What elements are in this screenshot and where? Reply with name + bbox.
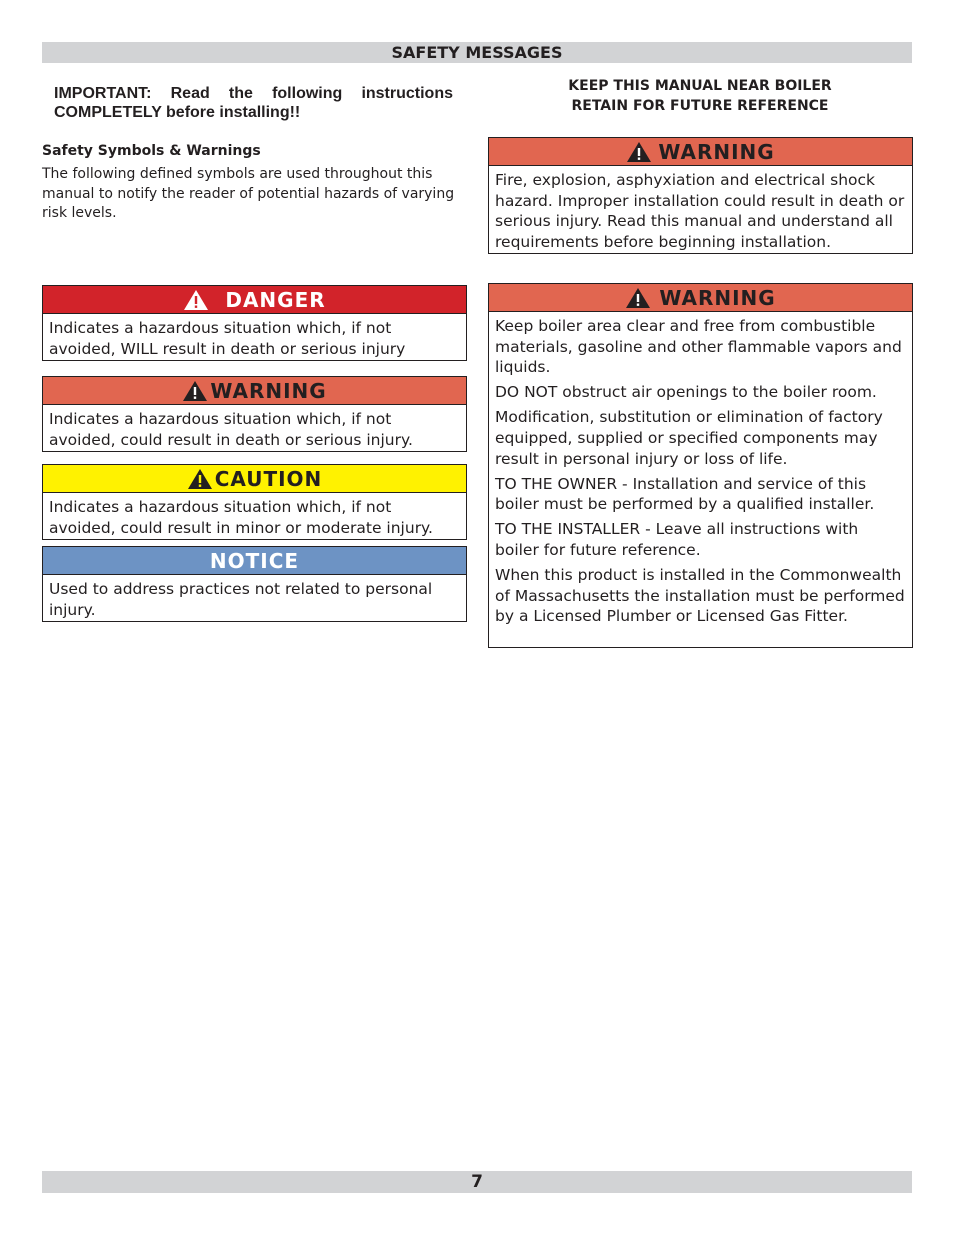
- symbols-heading: Safety Symbols & Warnings: [42, 143, 261, 159]
- caution-label: CAUTION: [214, 466, 323, 491]
- warning-header: [489, 284, 912, 312]
- keep-line-1: KEEP THIS MANUAL NEAR BOILER: [568, 78, 832, 94]
- keep-line-2: RETAIN FOR FUTURE REFERENCE: [571, 97, 829, 114]
- warning-box-main: [488, 283, 913, 648]
- warning-paragraph: TO THE OWNER - Installation and service of this boiler must be performed by a qualified installer.: [495, 474, 875, 514]
- warning-triangle-icon: [183, 289, 209, 311]
- caution-header: [43, 465, 466, 493]
- warning-label: WARNING: [210, 378, 327, 403]
- important-notice: IMPORTANT: Read the following instructions COMPLETELY before installing!!: [54, 85, 453, 121]
- warning-paragraph: TO THE INSTALLER - Leave all instructions with boiler for future reference.: [495, 520, 859, 559]
- notice-label: NOTICE: [209, 548, 300, 573]
- warning-text: Indicates a hazardous situation which, if not avoided, could result in death or serious injury.: [49, 410, 413, 449]
- warning-paragraph: Modification, substitution or elimination of factory equipped, supplied or specified components may result in personal injury or loss of life.: [495, 408, 883, 468]
- danger-box: [42, 285, 467, 361]
- page-footer-bar: [42, 1171, 912, 1193]
- caution-box: [42, 464, 467, 540]
- warning-paragraph: Keep boiler area clear and free from combustible materials, gasoline and other flammable vapors and liquids.: [495, 317, 902, 377]
- notice-header: [43, 547, 466, 575]
- warning-paragraphs: [489, 312, 912, 631]
- warning-text: Fire, explosion, asphyxiation and electrical shock hazard. Improper installation could result in death or serious injury. Read this manual and understand all requirements before beginning installation.: [495, 171, 905, 251]
- warning-triangle-icon: [626, 141, 652, 163]
- section-title-bar: [42, 42, 912, 63]
- symbols-description: The following defined symbols are used throughout this manual to notify the reader of potential hazards of varying risk levels.: [42, 166, 455, 221]
- page-number: 7: [471, 1172, 483, 1192]
- warning-header: [43, 377, 466, 405]
- danger-label: DANGER: [225, 287, 326, 312]
- danger-header: [43, 286, 466, 314]
- section-title: SAFETY MESSAGES: [391, 43, 563, 62]
- warning-box: [42, 376, 467, 452]
- warning-triangle-icon: [625, 287, 651, 309]
- warning-header: [489, 138, 912, 166]
- caution-text: Indicates a hazardous situation which, if not avoided, could result in minor or moderate injury.: [49, 498, 433, 537]
- warning-triangle-icon: [187, 468, 213, 490]
- warning-box-top: [488, 137, 913, 254]
- warning-paragraph: When this product is installed in the Commonwealth of Massachusetts the installation must be performed by a Licensed Plumber or Licensed Gas Fitter.: [495, 566, 905, 626]
- warning-triangle-icon: [182, 380, 208, 402]
- notice-text: Used to address practices not related to personal injury.: [49, 580, 433, 619]
- keep-manual-note: [488, 77, 912, 116]
- danger-text: Indicates a hazardous situation which, if not avoided, WILL result in death or serious injury: [49, 319, 406, 358]
- warning-paragraph: DO NOT obstruct air openings to the boiler room.: [495, 383, 877, 402]
- notice-box: [42, 546, 467, 622]
- warning-label: WARNING: [658, 139, 775, 164]
- warning-label: WARNING: [659, 285, 776, 310]
